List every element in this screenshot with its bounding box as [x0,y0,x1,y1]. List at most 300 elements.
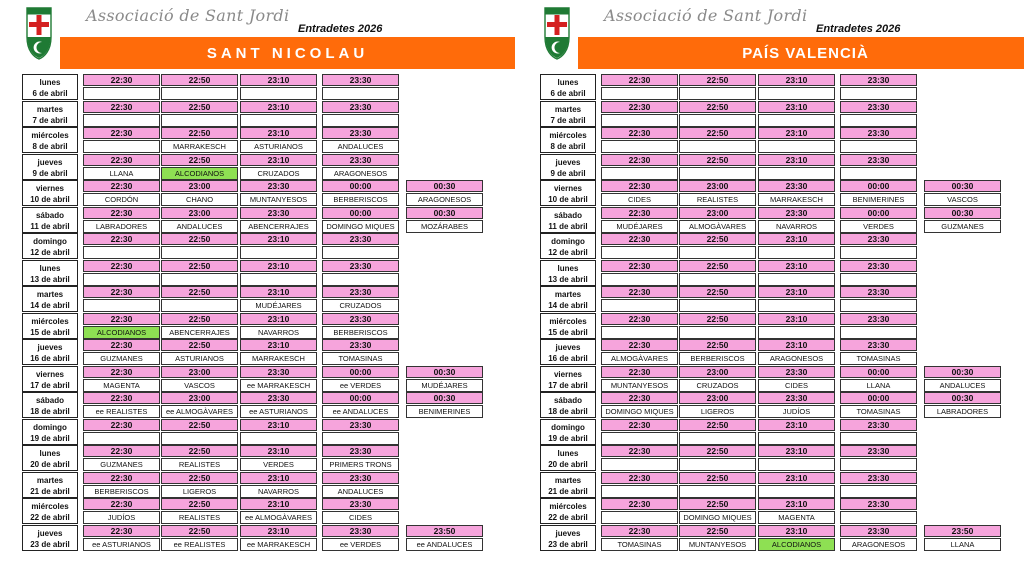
slot-group [83,114,160,127]
slot-cell [840,74,917,100]
slot-group: ALCODIANOS [161,167,238,180]
slot-cell [83,366,160,392]
slot-time: 22:50 [679,127,756,139]
slot-cell [601,127,678,153]
slot-cell [161,286,238,312]
slot-group: BERBERISCOS [679,352,756,365]
slot-cell [679,419,756,445]
slot-cell [322,101,399,127]
day-date: 22 de abril [548,513,588,522]
slot-cell [840,419,917,445]
slot-group: LIGEROS [161,485,238,498]
slot-group [83,273,160,286]
slot-cell [322,525,399,551]
day-cell [540,313,596,339]
slot-time: 00:00 [840,392,917,404]
slot-cell [322,74,399,100]
slot-cell [758,445,835,471]
slot-time: 22:30 [83,286,160,298]
day-date: 12 de abril [548,248,588,257]
slot-time: 22:30 [601,445,678,457]
slot-time: 22:50 [161,286,238,298]
slot-group: PRIMERS TRONS [322,458,399,471]
slot-time: 23:10 [758,472,835,484]
day-cell [22,207,78,233]
schedule-subtitle: Entradetes 2026 [816,23,901,35]
slot-time: 22:30 [601,472,678,484]
day-date: 19 de abril [30,433,70,443]
slot-cell [601,154,678,180]
slot-group: VERDES [840,220,917,233]
day-cell [540,101,596,127]
day-cell [22,180,78,206]
slot-cell [758,180,835,206]
slot-time: 22:50 [679,445,756,457]
banner-title: SANT NICOLAU [206,44,369,62]
slot-group: REALISTES [679,193,756,206]
slot-time: 23:10 [758,127,835,139]
slot-time: 22:30 [601,419,678,431]
slot-time: 22:50 [679,419,756,431]
slot-time: 23:30 [758,180,835,192]
slot-group [601,511,678,524]
slot-group: MUDÉJARES [406,379,483,392]
slot-time: 00:00 [322,392,399,404]
day-name: miércoles [31,502,69,511]
slot-cell [758,101,835,127]
day-name: lunes [39,78,61,87]
slot-group [840,273,917,286]
slot-time: 23:30 [840,498,917,510]
day-name: viernes [553,184,583,193]
slot-time: 23:30 [840,74,917,86]
slot-cell [161,419,238,445]
slot-group [322,246,399,259]
slot-time: 23:00 [679,180,756,192]
slot-time: 22:30 [83,392,160,404]
slot-group: MOZÁRABES [406,220,483,233]
association-name: Associació de Sant Jordi [86,6,290,25]
slot-time: 23:30 [322,498,399,510]
slot-cell [840,101,917,127]
day-cell [540,154,596,180]
slot-cell [601,260,678,286]
slot-time: 23:30 [840,154,917,166]
slot-cell [161,525,238,551]
slot-group [601,326,678,339]
slot-group: ee ASTURIANOS [83,538,160,551]
slot-time: 23:30 [322,101,399,113]
slot-cell [322,313,399,339]
slot-cell [161,127,238,153]
slot-cell [601,419,678,445]
association-name: Associació de Sant Jordi [604,6,808,25]
day-cell [22,366,78,392]
day-name: jueves [37,157,63,167]
slot-time: 22:50 [679,498,756,510]
day-date: 18 de abril [30,407,70,416]
slot-time: 23:10 [240,101,317,113]
slot-time: 22:50 [161,472,238,484]
slot-cell [161,260,238,286]
slot-time: 22:30 [601,286,678,298]
slot-group [240,273,317,286]
slot-group: DOMINGO MIQUES [679,511,756,524]
slot-time: 23:00 [679,366,756,378]
slot-group [83,87,160,100]
slot-cell [240,313,317,339]
slot-time: 00:00 [322,180,399,192]
slot-time: 22:30 [83,419,160,431]
slot-group: DOMINGO MIQUES [322,220,399,233]
slot-time: 22:30 [601,74,678,86]
slot-group [679,326,756,339]
slot-cell [83,180,160,206]
slot-cell [924,207,1001,233]
slot-cell [322,472,399,498]
day-cell [22,74,78,100]
slot-time: 22:30 [83,498,160,510]
slot-cell [601,498,678,524]
slot-group [322,273,399,286]
slot-time: 22:50 [679,260,756,272]
day-cell [22,154,78,180]
section-banner [60,37,515,69]
slot-time: 22:30 [83,74,160,86]
slot-cell [83,260,160,286]
slot-cell [83,154,160,180]
slot-cell [679,154,756,180]
slot-group: NAVARROS [240,485,317,498]
slot-cell [161,313,238,339]
slot-group: ALMOGÀVARES [601,352,678,365]
slot-cell [840,286,917,312]
day-cell [540,233,596,259]
slot-group [758,246,835,259]
slot-group [679,140,756,153]
slot-group [83,140,160,153]
slot-time: 23:10 [240,74,317,86]
slot-time: 00:30 [924,207,1001,219]
slot-time: 23:30 [322,339,399,351]
panel-header [538,0,1018,70]
slot-cell [161,74,238,100]
slot-cell [601,180,678,206]
slot-cell [601,101,678,127]
slot-group [161,273,238,286]
slot-group [840,87,917,100]
slot-cell [406,207,483,233]
day-name: lunes [557,78,579,87]
day-name: viernes [35,184,65,193]
slot-cell [601,445,678,471]
slot-group [758,432,835,445]
slot-group [840,167,917,180]
day-date: 13 de abril [30,274,70,284]
slot-time: 23:10 [240,127,317,139]
slot-cell [322,419,399,445]
slot-group: MUNTANYESOS [679,538,756,551]
slot-group [840,432,917,445]
slot-cell [83,445,160,471]
day-cell [540,525,596,551]
slot-group: ee MARRAKESCH [240,379,317,392]
slot-time: 22:30 [83,445,160,457]
slot-group [601,273,678,286]
day-date: 19 de abril [548,433,588,443]
slot-cell [679,445,756,471]
day-cell [22,260,78,286]
day-name: miércoles [549,502,587,511]
slot-group: DOMINGO MIQUES [601,405,678,418]
day-cell [540,286,596,312]
slot-time: 22:50 [161,419,238,431]
slot-group: REALISTES [161,511,238,524]
slot-group [601,87,678,100]
day-cell [22,498,78,524]
slot-time: 23:10 [240,260,317,272]
slot-time: 23:30 [240,207,317,219]
slot-cell [161,339,238,365]
slot-group [840,511,917,524]
day-name: miércoles [549,131,587,140]
slot-cell [758,525,835,551]
slot-group [240,246,317,259]
slot-time: 23:10 [240,233,317,245]
slot-time: 22:30 [83,366,160,378]
slot-time: 23:30 [840,101,917,113]
slot-time: 23:30 [322,127,399,139]
slot-group: CRUZADOS [322,299,399,312]
day-cell [540,419,596,445]
slot-cell [840,366,917,392]
slot-cell [83,498,160,524]
slot-time: 23:10 [758,74,835,86]
slot-time: 22:30 [83,180,160,192]
slot-group: BERBERISCOS [322,193,399,206]
slot-group: ee ANDALUCES [406,538,483,551]
slot-group: LABRADORES [924,405,1001,418]
slot-group: ALCODIANOS [83,326,160,339]
slot-cell [240,260,317,286]
day-date: 10 de abril [548,195,588,204]
slot-group: CIDES [758,379,835,392]
slot-group [758,299,835,312]
slot-time: 22:30 [601,127,678,139]
slot-cell [840,233,917,259]
slot-cell [161,207,238,233]
slot-cell [601,74,678,100]
slot-group: ee VERDES [322,538,399,551]
slot-group: ANDALUCES [322,140,399,153]
slot-group [322,114,399,127]
slot-cell [679,233,756,259]
slot-cell [679,180,756,206]
slot-group [161,114,238,127]
schedule-panel-pais-valencia [538,0,1018,585]
slot-group [601,114,678,127]
slot-time: 23:30 [322,472,399,484]
slot-group: ARAGONESOS [322,167,399,180]
slot-group: ALMOGÀVARES [679,220,756,233]
slot-cell [406,525,483,551]
day-cell [540,74,596,100]
slot-time: 23:30 [322,525,399,537]
slot-cell [406,366,483,392]
slot-cell [758,233,835,259]
day-name: jueves [37,343,63,352]
day-name: martes [36,104,64,114]
slot-group [679,246,756,259]
slot-group [679,273,756,286]
slot-cell [758,366,835,392]
slot-group [240,114,317,127]
slot-cell [240,419,317,445]
slot-cell [83,233,160,259]
slot-cell [601,339,678,365]
slot-cell [83,101,160,127]
slot-time: 23:10 [240,154,317,166]
slot-time: 23:00 [161,207,238,219]
slot-group: MAGENTA [758,511,835,524]
slot-group [679,485,756,498]
slot-time: 23:30 [840,525,917,537]
day-name: martes [554,290,582,299]
slot-cell [322,392,399,418]
banner-title: PAÍS VALENCIÀ [742,44,869,62]
slot-cell [240,74,317,100]
slot-group: MARRAKESCH [240,352,317,365]
slot-group [758,485,835,498]
slot-time: 22:30 [83,472,160,484]
slot-group: GUZMANES [924,220,1001,233]
day-date: 18 de abril [548,407,588,416]
day-date: 23 de abril [548,539,588,549]
slot-group: MUDÉJARES [240,299,317,312]
slot-time: 23:10 [240,498,317,510]
slot-group [758,167,835,180]
slot-cell [679,127,756,153]
slot-time: 22:50 [161,525,238,537]
slot-time: 23:30 [840,286,917,298]
slot-cell [322,260,399,286]
slot-group: ANDALUCES [322,485,399,498]
slot-cell [679,392,756,418]
slot-cell [83,339,160,365]
slot-group: ee MARRAKESCH [240,538,317,551]
slot-group [161,87,238,100]
slot-time: 23:10 [758,260,835,272]
slot-group: GUZMANES [83,352,160,365]
section-banner [578,37,1024,69]
slot-group: MUDÉJARES [601,220,678,233]
slot-time: 00:30 [406,180,483,192]
slot-cell [601,366,678,392]
slot-time: 23:30 [840,339,917,351]
slot-group: ee VERDES [322,379,399,392]
day-date: 16 de abril [30,354,70,363]
slot-cell [240,525,317,551]
slot-time: 22:50 [161,498,238,510]
day-date: 14 de abril [548,301,588,310]
slot-time: 22:50 [161,445,238,457]
slot-cell [758,392,835,418]
day-name: jueves [555,528,581,538]
slot-group [758,273,835,286]
slot-cell [240,366,317,392]
slot-time: 22:30 [601,207,678,219]
slot-cell [840,180,917,206]
slot-time: 22:30 [601,233,678,245]
slot-cell [83,472,160,498]
slot-group: ALCODIANOS [758,538,835,551]
slot-cell [840,154,917,180]
slot-time: 23:10 [758,445,835,457]
slot-time: 00:00 [840,180,917,192]
day-date: 7 de abril [32,115,68,125]
slot-group: VASCOS [161,379,238,392]
slot-time: 22:50 [161,127,238,139]
slot-cell [840,127,917,153]
slot-group: ANDALUCES [161,220,238,233]
slot-group: REALISTES [161,458,238,471]
day-name: martes [554,475,582,485]
slot-cell [161,180,238,206]
slot-cell [840,445,917,471]
slot-cell [83,392,160,418]
slot-cell [679,286,756,312]
slot-cell [840,392,917,418]
day-date: 20 de abril [30,460,70,469]
day-name: viernes [553,369,583,379]
slot-time: 22:30 [601,498,678,510]
slot-cell [840,498,917,524]
slot-cell [240,498,317,524]
slot-cell [240,207,317,233]
slot-time: 00:30 [924,180,1001,192]
slot-time: 23:00 [161,392,238,404]
slot-group: ARAGONESOS [840,538,917,551]
slot-cell [322,233,399,259]
day-name: sábado [35,396,64,405]
slot-group: VASCOS [924,193,1001,206]
slot-time: 23:10 [240,472,317,484]
slot-group: MUNTANYESOS [240,193,317,206]
day-date: 17 de abril [548,380,588,390]
slot-group: ee ANDALUCES [322,405,399,418]
day-name: lunes [39,449,61,458]
day-name: sábado [553,396,582,405]
slot-time: 23:30 [840,260,917,272]
day-name: viernes [35,369,65,379]
slot-group: ANDALUCES [924,379,1001,392]
slot-time: 22:30 [601,525,678,537]
day-date: 11 de abril [548,221,588,231]
slot-time: 22:30 [83,525,160,537]
slot-time: 23:10 [240,339,317,351]
day-date: 13 de abril [548,274,588,284]
slot-time: 23:10 [240,313,317,325]
day-cell [540,127,596,153]
slot-time: 23:10 [758,154,835,166]
slot-cell [322,127,399,153]
day-cell [540,392,596,418]
slot-time: 23:30 [322,313,399,325]
day-date: 21 de abril [30,486,70,496]
slot-time: 22:30 [601,154,678,166]
slot-time: 22:50 [679,472,756,484]
slot-cell [161,154,238,180]
